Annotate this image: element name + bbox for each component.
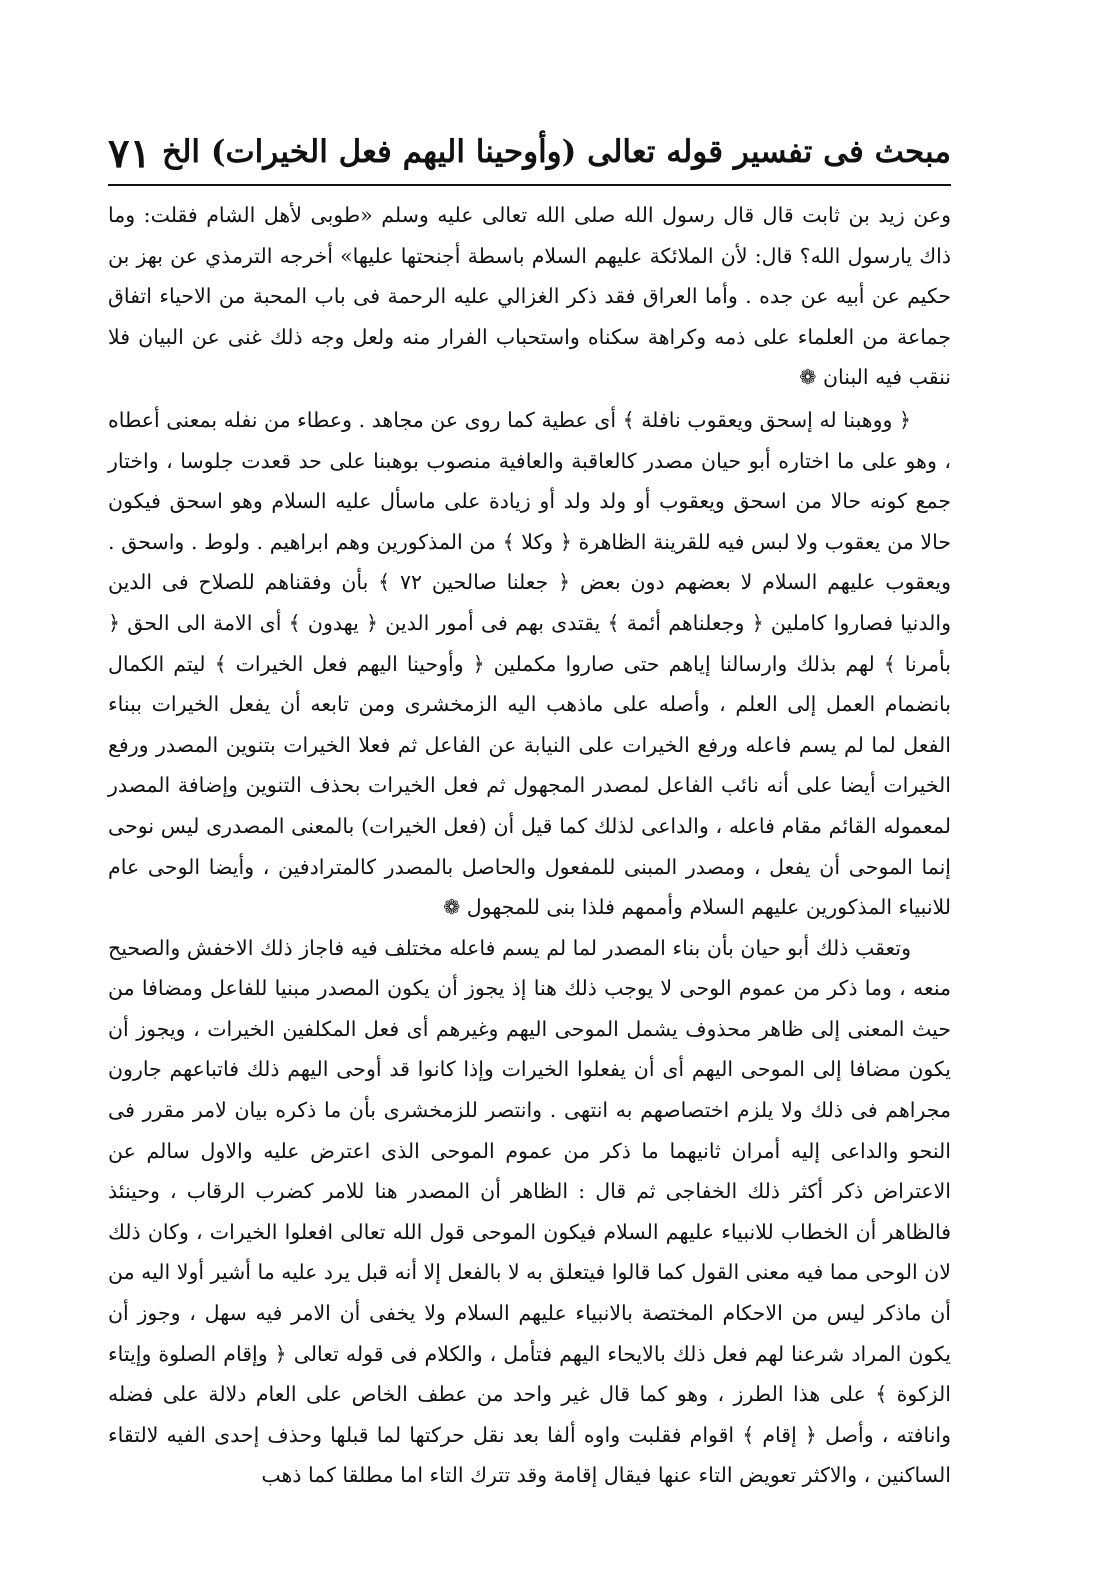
page-number: ٧١ (108, 130, 151, 177)
paragraph-1: وعن زيد بن ثابت قال قال رسول الله صلى الله تعالى عليه وسلم «طوبى لأهل الشام فقلت: وما ذاك يارسول الله؟ قال: لأن الملائكة عليهم السلام باسطة أجنحتها عليها» أخرجه الترمذي عن بهز بن حكيم عن أبيه عن جده . وأما العراق فقد ذكر الغزالي عليه الرحمة فى باب المحبة من الاحياء اتفاق جماعة من العلماء على ذمه وكراهة سكناه واستحباب الفرار منه ولعل وجه ذلك غنى عن البيان فلا ننقب فيه البنان ❁ (108, 203, 951, 390)
paragraph-2: ﴿ ووهبنا له إسحق ويعقوب نافلة ﴾ أى عطية كما روى عن مجاهد . وعطاء من نفله بمعنى أعطاه ، وهو على ما اختاره أبو حيان مصدر كالعاقبة والعافية منصوب بوهبنا على حد قعدت جلوسا ، واختار جمع كونه حالا من اسحق ويعقوب أو ولد ولد أو زيادة على ماسأل عليه السلام وهو اسحق فيكون حالا من يعقوب ولا لبس فيه للقرينة الظاهرة ﴿ وكلا ﴾ من المذكورين وهم ابراهيم . ولوط . واسحق . ويعقوب عليهم السلام لا بعضهم دون بعض ﴿ جعلنا صالحين ٧٢ ﴾ بأن وفقناهم للصلاح فى الدين والدنيا فصاروا كاملين ﴿ وجعلناهم أئمة ﴾ يقتدى بهم فى أمور الدين ﴿ يهدون ﴾ أى الامة الى الحق ﴿ بأمرنا ﴾ لهم بذلك وارسالنا إياهم حتى صاروا مكملين ﴿ وأوحينا اليهم فعل الخيرات ﴾ ليتم الكمال بانضمام العمل إلى العلم ، وأصله على ماذهب اليه الزمخشرى ومن تابعه أن يفعل الخيرات ببناء الفعل لما لم يسم فاعله ورفع الخيرات على النيابة عن الفاعل ثم فعلا الخيرات بتنوين المصدر ورفع الخيرات أيضا على أنه نائب الفاعل لمصدر المجهول ثم فعل الخيرات بحذف التنوين وإضافة المصدر لمعموله القائم مقام فاعله ، والداعى لذلك كما قيل أن (فعل الخيرات) بالمعنى المصدرى ليس نوحى إنما الموحى أن يفعل ، ومصدر المبنى للمفعول والحاصل بالمصدر كالمترادفين ، وأيضا الوحى عام للانبياء المذكورين عليهم السلام وأممهم فلذا بنى للمجهول ❁ (108, 407, 951, 920)
running-head-title: مبحث فى تفسير قوله تعالى (وأوحينا اليهم فعل الخيرات) الخ (161, 134, 951, 170)
page-header (108, 128, 951, 186)
page-body (108, 195, 951, 1496)
paragraph-3: وتعقب ذلك أبو حيان بأن بناء المصدر لما لم يسم فاعله مختلف فيه فاجاز ذلك الاخفش والصحيح منعه ، وما ذكر من عموم الوحى لا يوجب ذلك هنا إذ يجوز أن يكون المصدر مبنيا للفاعل ومضافا من حيث المعنى إلى ظاهر محذوف يشمل الموحى اليهم وغيرهم أى فعل المكلفين الخيرات ، ويجوز أن يكون مضافا إلى الموحى اليهم أى أن يفعلوا الخيرات وإذا كانوا قد أوحى اليهم ذلك فاتباعهم جارون مجراهم فى ذلك ولا يلزم اختصاصهم به انتهى . وانتصر للزمخشرى بأن ما ذكره بيان لامر مقرر فى النحو والداعى إليه أمران ثانيهما ما ذكر من عموم الموحى الذى اعترض عليه والاول سالم عن الاعتراض ذكر أكثر ذلك الخفاجى ثم قال : الظاهر أن المصدر هنا للامر كضرب الرقاب ، وحينئذ فالظاهر أن الخطاب للانبياء عليهم السلام فيكون الموحى قول الله تعالى افعلوا الخيرات ، وكان ذلك لان الوحى مما فيه معنى القول كما قالوا فيتعلق به لا بالفعل إلا أنه قبل يرد عليه ما أشير أولا اليه من أن ماذكر ليس من الاحكام المختصة بالانبياء عليهم السلام ولا يخفى أن الامر فيه سهل ، وجوز أن يكون المراد شرعنا لهم فعل ذلك بالايحاء اليهم فتأمل ، والكلام فى قوله تعالى ﴿ وإقام الصلوة وإيتاء الزكوة ﴾ على هذا الطرز ، وهو كما قال غير واحد من عطف الخاص على العام دلالة على فضله وانافته ، وأصل ﴿ إقام ﴾ اقوام فقلبت واوه ألفا بعد نقل حركتها لما قبلها وحذف إحدى الفيه لالتقاء الساكنين ، والاكثر تعويض التاء عنها فيقال إقامة وقد تترك التاء اما مطلقا كما ذهب (108, 935, 951, 1488)
